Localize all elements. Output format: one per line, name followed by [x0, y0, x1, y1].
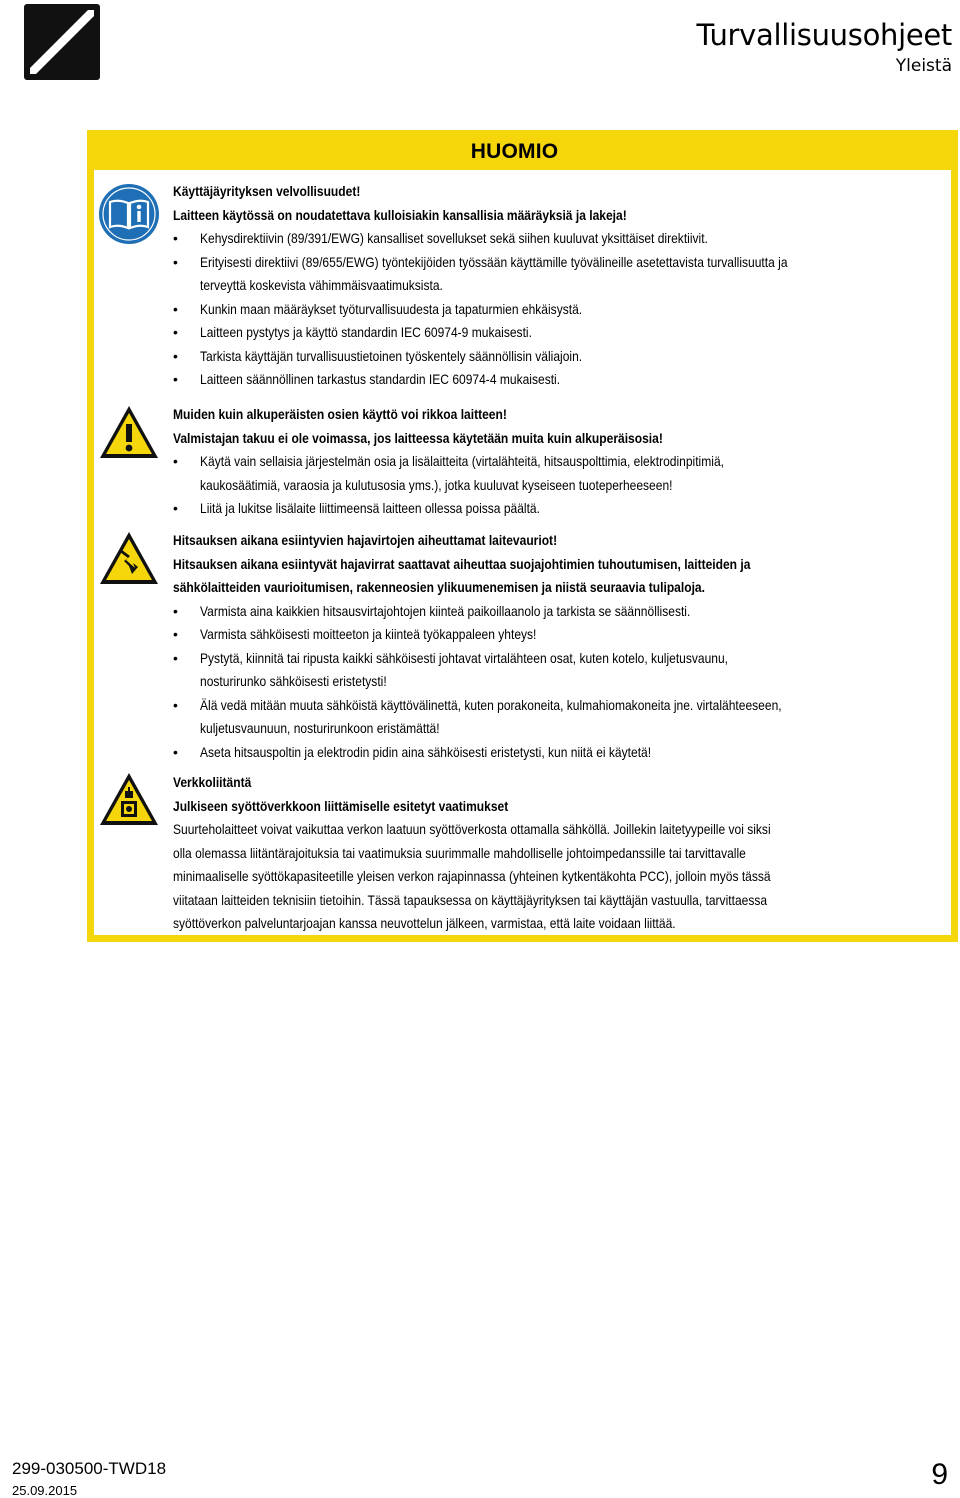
list-item: • Erityisesti direktiivi (89/655/EWG) työntekijöiden työssään käyttämille työvälineille asetettavista turvallisuutta ja terveyttä koskevista vähimmäisvaatimuksista. — [173, 251, 943, 298]
section-title — [173, 771, 943, 818]
section-stray-currents — [173, 529, 943, 764]
list-item: • Kehysdirektiivin (89/391/EWG) kansalliset sovellukset sekä siihen kuuluvat yksittäiset direktiivit. — [173, 227, 943, 251]
section-title-line: Valmistajan takuu ei ole voimassa, jos laitteessa käytetään muita kuin alkuperäisosia! — [173, 429, 663, 446]
section-operator-obligations — [173, 180, 943, 392]
section-original-parts — [173, 403, 943, 521]
section-title-line: Muiden kuin alkuperäisten osien käyttö voi rikkoa laitteen! — [173, 406, 507, 422]
section-title-line: Hitsauksen aikana esiintyvien hajavirtojen aiheuttamat laitevauriot! — [173, 532, 558, 548]
electric-shock-icon — [98, 530, 160, 586]
list-item: • Älä vedä mitään muuta sähköistä käyttövälinettä, kuten porakoneita, kulmahiomakoneita jne. virtalähteeseen, kuljetusvaunuun, nosturirunkoon eristämättä! — [173, 694, 943, 741]
list-item: • Käytä vain sellaisia järjestelmän osia ja lisälaitteita (virtalähteitä, hitsauspolttimia, elektrodinpitimiä, kaukosäätimiä, varaosia ja kulutusosia yms.), jotka kuuluvat kyseiseen tuoteperheeseen! — [173, 450, 943, 497]
section-title — [173, 180, 943, 227]
list-item: • Tarkista käyttäjän turvallisuustietoinen työskentely säännöllisin väliajoin. — [173, 345, 943, 369]
section-title-line: Käyttäjäyrityksen velvollisuudet! — [173, 183, 361, 199]
page-title: Turvallisuusohjeet — [696, 18, 952, 52]
section-title-line: Hitsauksen aikana esiintyvät hajavirrat saattavat aiheuttaa suojajohtimien tuhoutumisen, laitteiden ja — [173, 555, 751, 572]
section-title-line: Laitteen käytössä on noudatettava kulloisiakin kansallisia määräyksiä ja lakeja! — [173, 206, 627, 223]
list-item: • Kunkin maan määräykset työturvallisuudesta ja tapaturmien ehkäisystä. — [173, 298, 943, 322]
section-title-line: Verkkoliitäntä — [173, 774, 252, 790]
list-item: • Liitä ja lukitse lisälaite liittimeensä laitteen ollessa poissa päältä. — [173, 497, 943, 521]
manual-info-icon — [98, 183, 160, 245]
section-title-line: sähkölaitteiden vaurioitumisen, rakenneosien ylikuumenemisen ja niistä seuraavia tulipaloja. — [173, 579, 705, 595]
section-title-line: Julkiseen syöttöverkkoon liittämiselle esitetyt vaatimukset — [173, 797, 509, 814]
section-title — [173, 403, 943, 450]
list-item: • Laitteen pystytys ja käyttö standardin IEC 60974-9 mukaisesti. — [173, 321, 943, 345]
notice-heading: HUOMIO — [470, 140, 559, 163]
warning-triangle-icon — [98, 404, 160, 460]
body-text: Suurteholaitteet voivat vaikuttaa verkon laatuun syöttöverkosta ottamalla sähköllä. Joillekin laitetyypeille voi siksi olla olemassa liitäntärajoituksia tai vaatimuksia suurimmalle mahdolliselle johtoimpedanssille tai tarvittavalle minimaaliselle syöttökapasiteetille yleisen verkon rajapinnassa (yhteinen kytkentäkohta PCC), jolloin myös tässä viitataan laitteiden teknisiin tietoihin. Tässä tapauksessa on käyttäjäyrityksen tai käyttäjän vastuulla, tarvittaessa syöttöverkon palveluntarjoajan kanssa neuvottelun jälkeen, varmistaa, että laite voidaan liittää. — [173, 821, 771, 931]
list-item: • Varmista aina kaikkien hitsausvirtajohtojen kiinteä paikoillaanolo ja tarkista se säännöllisesti. — [173, 600, 943, 624]
list-item: • Varmista sähköisesti moitteeton ja kiinteä työkappaleen yhteys! — [173, 623, 943, 647]
section-title — [173, 529, 943, 600]
list-item: • Laitteen säännöllinen tarkastus standardin IEC 60974-4 mukaisesti. — [173, 368, 943, 392]
list-item: • Aseta hitsauspoltin ja elektrodin pidin aina sähköisesti eristetysti, kun niitä ei käytetä! — [173, 741, 943, 765]
section-grid-connection — [173, 771, 943, 936]
grid-connection-icon — [98, 771, 160, 827]
list-item: • Pystytä, kiinnitä tai ripusta kaikki sähköisesti johtavat virtalähteen osat, kuten kotelo, kuljetusvaunu, nosturirunko sähköisesti eristetysti! — [173, 647, 943, 694]
brand-logo — [22, 2, 102, 82]
document-date: 25.09.2015 — [12, 1483, 78, 1498]
page-subtitle: Yleistä — [895, 56, 952, 76]
document-code: 299-030500-TWD18 — [12, 1459, 167, 1478]
page-number: 9 — [931, 1458, 948, 1491]
